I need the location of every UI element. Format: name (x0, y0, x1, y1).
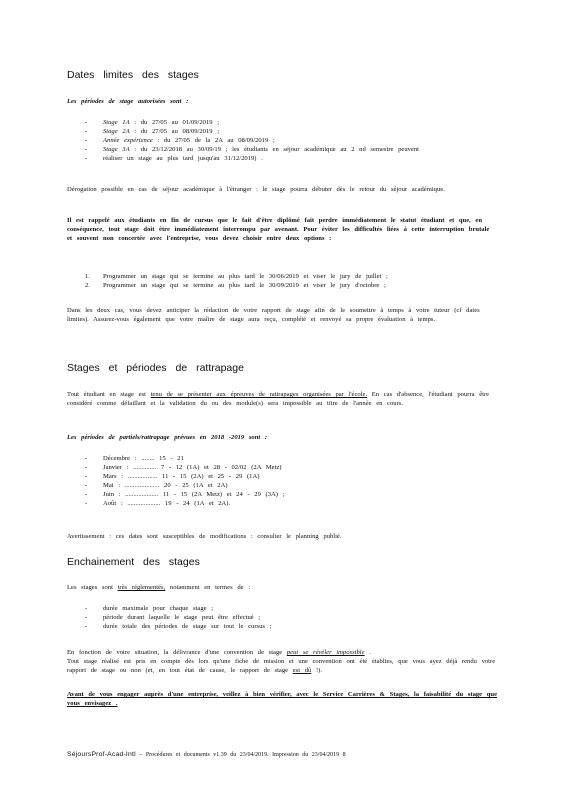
list-item: 2. Programmer un stage qui se termine au plus tard le 30/09/2019 et viser le jury d'octobre ; (85, 282, 386, 289)
list-item: - Stage 1A : du 27/05 au 01/09/2019 ; (85, 118, 505, 127)
list-item: - durée maximale pour chaque stage ; (85, 604, 505, 613)
reminder-paragraph: Il est rappelé aux étudiants en fin de cursus que le fait d'être diplômé fait perdre immédiatement le statut étudiant et que, en conséquence, tout stage doit être immédiatement interrompu par avenant. Pour éviter les difficultés liées à cette interruption brutale et souvent non concertée avec l'entreprise, vous devez choisir entre deux options : (67, 217, 490, 242)
list-item: - Stage 2A : du 27/05 au 08/09/2019 ; (85, 127, 505, 136)
list-item: - durée totale des périodes de stage sur tout le cursus ; (85, 622, 505, 631)
rattrapage-paragraph: Tout étudiant en stage est tenu de se présenter aux épreuves de rattrapages organisées par l'école. En cas d'absence, l'étudiant pourra être considéré comme défaillant et la validation du ou des module(s) sera impossible au titre de l'année en cours. (67, 391, 490, 407)
list-item: - Mai : ..................... 20 - 25 (1A et 2A) (85, 481, 505, 490)
list-item-continuation: - réaliser un stage au plus tard jusqu'au 31/12/2019) . (85, 154, 505, 163)
regulation-list (85, 604, 505, 631)
report-paragraph: Tout stage réalisé est pris en compte dès lors qu'une fiche de mission et une convention ont été établies, que vous ayez déjà rendu votre rapport de stage ou non (et, en tout état de cause, le rapport de stage est dû !). (67, 658, 496, 674)
list-item: 1. Programmer un stage qui se termine au plus tard le 30/06/2019 et viser le jury de juillet ; (85, 273, 388, 280)
convention-paragraph: En fonction de votre situation, la délivrance d'une convention de stage peut se révéler impossible . (67, 649, 371, 656)
list-item: - Décembre : ........ 15 - 21 (85, 454, 505, 463)
list-item: - Août : .................... 19 - 24 (1A et 2A). (85, 499, 505, 508)
derogation-paragraph: Dérogation possible en cas de séjour académique à l'étranger : le stage pourra débuter dès le retour du séjour académique. (67, 186, 445, 193)
section1-intro: Les périodes de stage autorisées sont : (67, 98, 189, 105)
section-title-dates-limites: Dates limites des stages (67, 69, 199, 81)
page-footer (67, 751, 346, 758)
stage-periods-list (85, 118, 505, 163)
list-item: - Mars : .................. 11 - 15 (2A) et 25 - 29 (1A) (85, 472, 505, 481)
list-item: - Année expérience : du 27/05 de la 2A au 08/09/2019 ; (85, 136, 505, 145)
section-title-enchainement: Enchainement des stages (67, 556, 200, 568)
list-item: - Janvier : .............. 7 - 12 (1A) et 28 - 02/02 (2A Metz) (85, 463, 505, 472)
final-notice: Avant de vous engager auprès d'une entreprise, veillez à bien vérifier, avec le Service Carrières & Stages, la faisabilité du stage que vous envisagez . (67, 691, 498, 707)
section-title-rattrapage: Stages et périodes de rattrapage (67, 362, 244, 374)
list-item: - période durant laquelle le stage peut être effectué ; (85, 613, 505, 622)
closing-paragraph: Dans les deux cas, vous devez anticiper la rédaction de votre rapport de stage afin de le soumettre à temps à votre tuteur (cf dates limites). Assurez-vous également que votre maître de stage aura reçu, complété et renvoyé sa propre évaluation à temps. (67, 307, 480, 323)
enchainement-intro: Les stages sont très réglementés, notamment en termes de : (67, 584, 251, 591)
rattrapage-intro: Les périodes de partiels/rattrapage prévues en 2018 -2019 sont : (67, 434, 268, 441)
list-item: - Stage 3A : du 23/12/2018 au 30/09/19 ; les étudiants en séjour académique au 2 nd semestre peuvent (85, 145, 505, 154)
rattrapage-periods-list (85, 454, 505, 508)
footer-version: – Procédures et documents v1.39 du 23/04/2019. Impression du 23/04/2019 8 (135, 752, 346, 758)
list-item: - Juin : .................... 11 - 15 (2A Metz) et 24 - 29 (3A) ; (85, 490, 505, 499)
footer-doc-name: SéjoursProf-Acad-Intl (67, 751, 136, 758)
warning-paragraph: Avertissement : ces dates sont susceptibles de modifications : consulter le planning publié. (67, 533, 342, 540)
options-list (85, 272, 505, 290)
